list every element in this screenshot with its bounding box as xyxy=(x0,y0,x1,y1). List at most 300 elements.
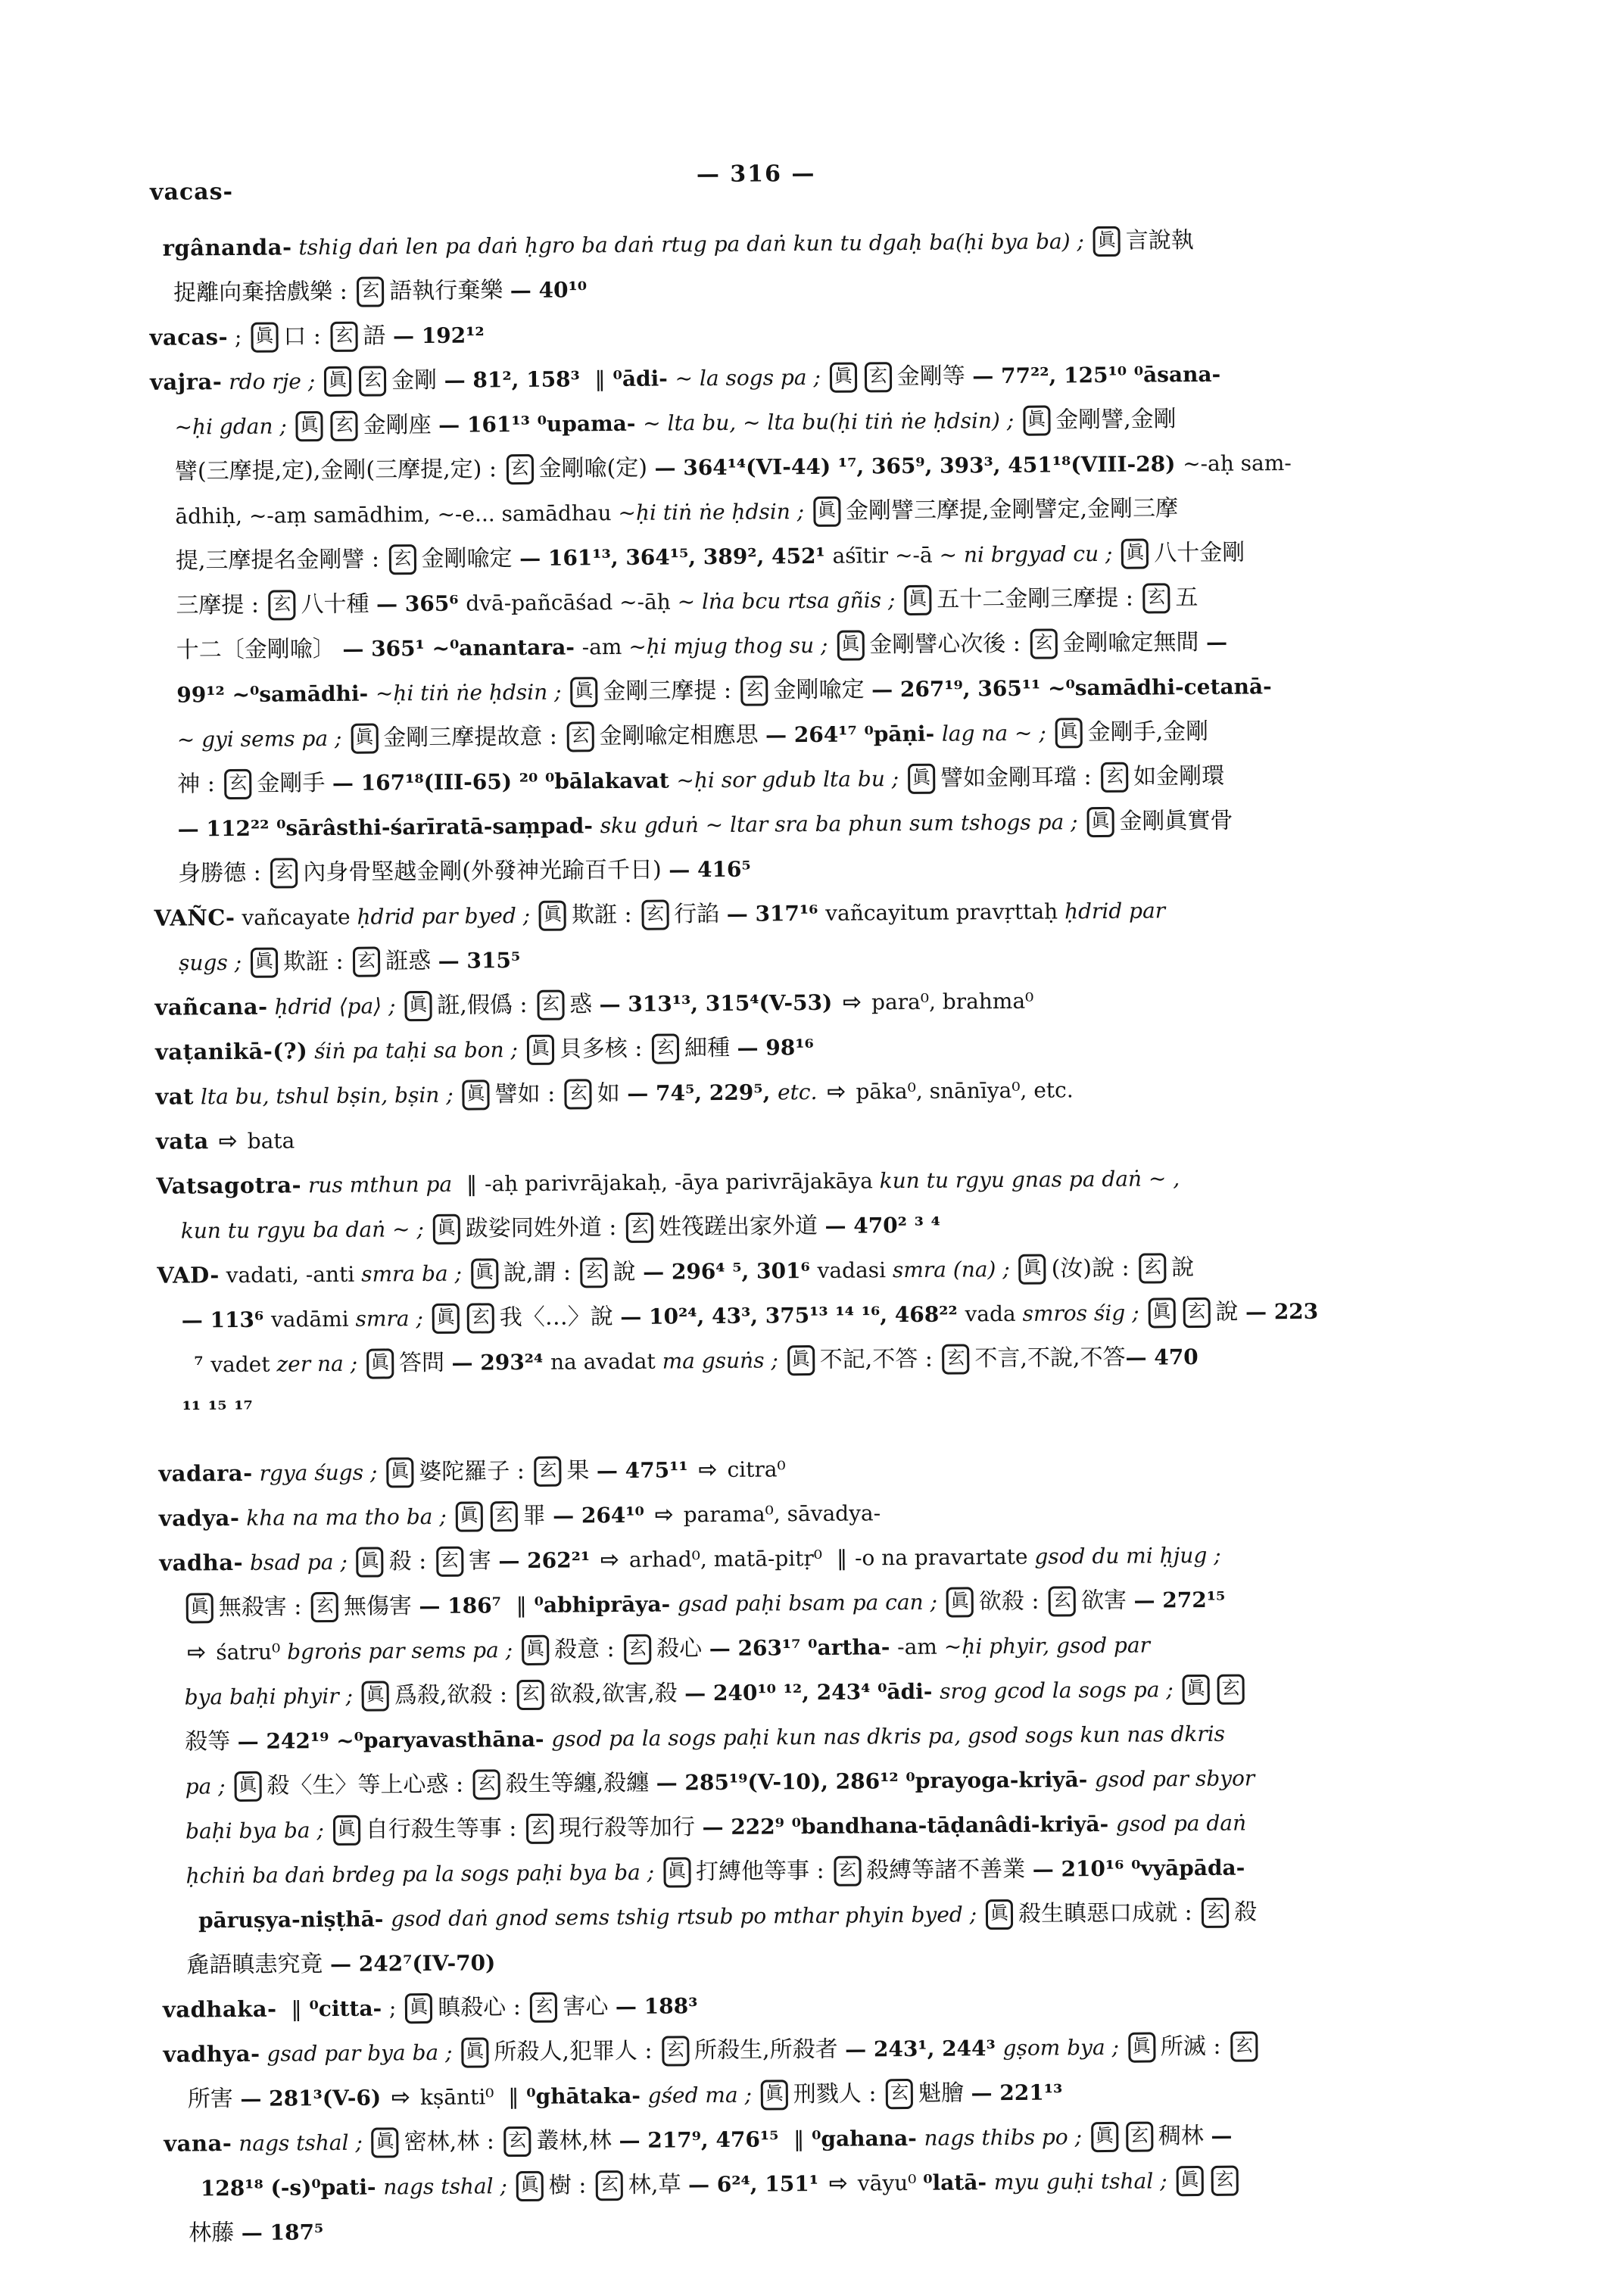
tibetan-equivalent: ma gsuṅs ; xyxy=(662,1347,785,1374)
chinese-translation: 八十種 xyxy=(301,590,377,618)
marker-zhen-paramartha: 眞 xyxy=(570,677,597,707)
tibetan-equivalent: ~ lta bu, ~ lta bu(ḥi tiṅ ṅe ḥdsin) ; xyxy=(643,407,1021,436)
chinese-translation: 殺 xyxy=(1234,1899,1258,1926)
sub-lemma: ⁰bandhana-tāḍanâdi-kriyā- xyxy=(791,1811,1117,1840)
tibetan-equivalent: ~ ni brgyad cu ; xyxy=(939,541,1120,568)
page-reference: — 475¹¹ xyxy=(596,1457,696,1484)
chinese-translation: 誑,假僞 : xyxy=(437,991,535,1019)
marker-zhen-paramartha: 眞 xyxy=(837,630,864,660)
sanskrit-form: dvā-pañcāśad ~-āḥ xyxy=(466,589,678,616)
marker-xuan-xuanzang: 玄 xyxy=(1101,762,1128,793)
page-reference: — 6²⁴, 151¹ xyxy=(687,2170,826,2198)
running-head xyxy=(0,154,1616,206)
marker-zhen-paramartha: 眞 xyxy=(296,411,323,441)
page-reference: — 281³(V-6) xyxy=(240,2085,389,2111)
tibetan-equivalent: nags tshal ; xyxy=(383,2173,514,2200)
sanskrit-form: -aḥ parivrājakaḥ, -āya parivrājakāya xyxy=(484,1168,880,1197)
headword-guide: vacas- xyxy=(149,178,234,206)
marker-xuan-xuanzang: 玄 xyxy=(662,2036,689,2066)
sub-lemma: ⁰gahana- xyxy=(812,2125,924,2152)
page-reference: — 217⁹, 476¹⁵ xyxy=(619,2126,787,2154)
sanskrit-form: bata xyxy=(240,1128,295,1154)
chinese-translation: 所殺人,犯罪人 : xyxy=(494,2037,660,2066)
tibetan-equivalent: ḥdrid par xyxy=(1064,898,1166,924)
chinese-translation: 姓筏蹉出家外道 xyxy=(658,1212,825,1241)
chinese-translation: 行諂 xyxy=(674,900,727,928)
chinese-translation: 金剛三摩提故意 : xyxy=(383,723,565,752)
marker-xuan-xuanzang: 玄 xyxy=(624,1634,651,1665)
sanskrit-form: na avadat xyxy=(550,1348,662,1375)
headword: vadhaka- xyxy=(162,1995,277,2023)
tibetan-equivalent: ḥchiṅ ba daṅ brdeg pa la sogs paḥi bya ba ; xyxy=(185,1859,662,1889)
chinese-translation: 金剛等 xyxy=(896,363,973,391)
headword: vadya- xyxy=(158,1504,240,1531)
page-reference: — 10²⁴, 43³, 375¹³ ¹⁴ ¹⁶, 468²² xyxy=(620,1301,965,1329)
chinese-translation: 說,謂 : xyxy=(503,1259,578,1287)
page-reference: — 210¹⁶ xyxy=(1032,1855,1132,1882)
marker-xuan-xuanzang: 玄 xyxy=(311,1592,338,1622)
chinese-translation: 無殺害 : xyxy=(218,1594,310,1622)
headword: rgânanda- xyxy=(162,234,292,261)
headword: vata xyxy=(155,1128,209,1154)
sub-lemma: pāruṣya-niṣṭhā- xyxy=(198,1906,391,1933)
chinese-translation: 稠林 xyxy=(1158,2122,1211,2150)
marker-zhen-paramartha: 眞 xyxy=(404,991,432,1021)
tibetan-equivalent: ~ḥi sor gdub lta bu ; xyxy=(676,766,906,793)
tibetan-equivalent: gsod pa daṅ xyxy=(1115,1810,1247,1837)
headword: vañcana- xyxy=(154,993,268,1020)
sub-lemma: ~⁰samādhi-cetanā- xyxy=(1047,674,1272,701)
page-reference: ¹¹ ¹⁵ ¹⁷ xyxy=(182,1396,253,1422)
page-reference: — 40¹⁰ xyxy=(510,277,588,304)
headword: VAÑC- xyxy=(154,904,235,931)
marker-zhen-paramartha: 眞 xyxy=(1148,1298,1175,1328)
marker-xuan-xuanzang: 玄 xyxy=(942,1344,969,1374)
sanskrit-form: vadasi xyxy=(817,1257,893,1283)
marker-xuan-xuanzang: 玄 xyxy=(580,1257,607,1288)
marker-xuan-xuanzang: 玄 xyxy=(270,858,298,888)
chinese-translation: 欲殺,欲害,殺 xyxy=(549,1680,685,1708)
marker-xuan-xuanzang: 玄 xyxy=(834,1856,861,1886)
marker-zhen-paramartha: 眞 xyxy=(386,1457,413,1488)
marker-xuan-xuanzang: 玄 xyxy=(503,2126,531,2157)
section-divider: ‖ xyxy=(793,2126,805,2152)
chinese-translation: 說 xyxy=(1171,1254,1195,1282)
chinese-translation: 神 : xyxy=(177,771,223,798)
headword: vaṭanikā-(?) xyxy=(154,1038,308,1065)
page-reference: — 222⁹ xyxy=(702,1814,792,1840)
sanskrit-form: aśītir ~-ā xyxy=(832,542,940,569)
marker-zhen-paramartha: 眞 xyxy=(405,1993,432,2024)
sanskrit-form: arhad⁰, matā-pitṛ⁰ xyxy=(622,1545,830,1572)
chinese-translation: 譬如金剛耳璫 : xyxy=(940,764,1099,792)
chinese-translation: 殺生等纏,殺纏 xyxy=(505,1769,656,1798)
chinese-translation: 金剛手 xyxy=(257,769,333,797)
marker-xuan-xuanzang: 玄 xyxy=(1030,628,1057,659)
sub-lemma: ⁰prayoga-kriyā- xyxy=(906,1767,1096,1794)
tibetan-equivalent: ~ḥi tiṅ ṅe ḥdsin ; xyxy=(375,679,569,706)
tibetan-equivalent: śiṅ pa taḥi sa bon ; xyxy=(307,1036,525,1064)
page-reference: — 296⁴ ⁵, 301⁶ xyxy=(643,1257,818,1285)
marker-zhen-paramartha: 眞 xyxy=(830,363,857,393)
marker-zhen-paramartha: 眞 xyxy=(324,366,351,397)
headword: Vatsagotra- xyxy=(156,1172,302,1199)
chinese-translation: 所滅 : xyxy=(1160,2033,1229,2061)
section-divider: ‖ xyxy=(594,366,606,392)
tibetan-equivalent: smros śig ; xyxy=(1022,1300,1146,1326)
marker-zhen-paramartha: 眞 xyxy=(1176,2166,1203,2196)
chinese-translation: 無傷害 xyxy=(343,1593,419,1620)
page-reference: — 74⁵, 229⁵, xyxy=(627,1080,778,1106)
chinese-translation: 殺生瞋惡口成就 : xyxy=(1018,1899,1200,1927)
tibetan-equivalent: srog gcod la sogs pa ; xyxy=(940,1677,1180,1704)
page-reference: — 470 xyxy=(1125,1344,1199,1370)
sanskrit-form: vadati, -anti xyxy=(219,1261,362,1288)
chinese-translation: 五十二金剛三摩提 : xyxy=(937,584,1141,613)
marker-xuan-xuanzang: 玄 xyxy=(1202,1898,1229,1928)
sub-lemma: ~⁰samādhi- xyxy=(232,681,376,707)
page-reference: — 364¹⁴(VI-44) ¹⁷, 365⁹, 393³, 451¹⁸(VIII-28) xyxy=(654,451,1183,481)
marker-zhen-paramartha: 眞 xyxy=(663,1857,690,1887)
page-reference: — 242⁷(IV-70) xyxy=(329,1950,496,1977)
marker-zhen-paramartha: 眞 xyxy=(522,1635,549,1665)
tibetan-equivalent: zer na ; xyxy=(276,1351,365,1377)
page-reference: — 112²² xyxy=(177,815,277,842)
headword: vacas- xyxy=(149,324,229,350)
chinese-translation: 欲害 xyxy=(1080,1587,1134,1615)
marker-zhen-paramartha: 眞 xyxy=(471,1258,498,1288)
sanskrit-form: śatru⁰ xyxy=(209,1639,288,1665)
sanskrit-form: vāyu⁰ xyxy=(850,2170,924,2196)
marker-zhen-paramartha: 眞 xyxy=(1121,538,1149,569)
chinese-translation: 金剛譬心次後 : xyxy=(869,630,1028,659)
marker-zhen-paramartha: 眞 xyxy=(527,1035,554,1065)
chinese-translation: 語執行棄樂 xyxy=(389,277,510,305)
marker-xuan-xuanzang: 玄 xyxy=(331,411,358,441)
tibetan-equivalent: gsod daṅ gnod sems tshig rtsub po mthar phyin byed ; xyxy=(391,1902,984,1932)
chinese-translation: 林,草 xyxy=(628,2171,689,2198)
page-reference: 99¹² xyxy=(176,681,232,708)
page-reference: — 263¹⁷ xyxy=(709,1635,809,1662)
marker-xuan-xuanzang: 玄 xyxy=(1142,583,1170,613)
sanskrit-form: vañcayate xyxy=(235,904,357,930)
page-reference: — 81², 158³ xyxy=(444,366,588,393)
sub-lemma: ⁰upama- xyxy=(537,410,644,437)
marker-xuan-xuanzang: 玄 xyxy=(472,1769,500,1799)
sanskrit-form: -am xyxy=(581,634,629,660)
page-reference: — xyxy=(1211,2123,1233,2148)
chinese-translation: 金剛喩定相應思 xyxy=(599,721,766,750)
chinese-translation: 金剛喩定 xyxy=(421,545,520,573)
chinese-translation: 誑惑 xyxy=(385,947,438,975)
marker-xuan-xuanzang: 玄 xyxy=(565,1079,592,1109)
marker-xuan-xuanzang: 玄 xyxy=(1230,2031,1258,2061)
marker-xuan-xuanzang: 玄 xyxy=(537,990,564,1020)
page-reference: — 98¹⁶ xyxy=(737,1034,814,1061)
section-divider: ‖ xyxy=(291,1996,302,2022)
chinese-translation: 說 xyxy=(613,1258,644,1286)
chinese-translation: 細種 xyxy=(684,1034,737,1062)
marker-xuan-xuanzang: 玄 xyxy=(388,544,416,575)
chinese-translation: 金剛喩定無間 xyxy=(1062,628,1207,657)
page-reference: — 242¹⁹ xyxy=(237,1728,337,1754)
sanskrit-form: ~-aḥ sam- xyxy=(1183,450,1292,477)
page-reference: — 113⁶ xyxy=(181,1307,272,1333)
marker-zhen-paramartha: 眞 xyxy=(357,1547,384,1577)
chinese-translation: 語 xyxy=(363,322,394,350)
tibetan-equivalent: pa ; xyxy=(185,1774,232,1799)
tibetan-equivalent: nags thibs po ; xyxy=(924,2124,1089,2151)
chinese-translation: 說 xyxy=(1215,1298,1246,1326)
sub-lemma: ⁰ādi- xyxy=(877,1678,940,1705)
page-reference: 128¹⁸ xyxy=(200,2175,271,2201)
marker-zhen-paramartha: 眞 xyxy=(1091,2122,1118,2152)
tibetan-equivalent: rus mthun pa xyxy=(301,1171,460,1198)
page-number: — 316 — xyxy=(696,160,816,188)
page-reference: — 240¹⁰ ¹², 243⁴ xyxy=(684,1679,878,1706)
tibetan-equivalent: gśed ma ; xyxy=(647,2082,759,2108)
marker-zhen-paramartha: 眞 xyxy=(251,322,278,353)
chinese-translation: 林藤 xyxy=(189,2219,242,2247)
chinese-translation: 身勝德 : xyxy=(178,859,269,887)
sanskrit-form: ādhiḥ, ~-aṃ samādhim, ~-e... samādhau xyxy=(175,500,619,529)
chinese-translation: 果 xyxy=(566,1457,597,1485)
marker-zhen-paramartha: 眞 xyxy=(455,1501,482,1531)
marker-zhen-paramartha: 眞 xyxy=(516,2171,544,2201)
marker-xuan-xuanzang: 玄 xyxy=(534,1456,561,1487)
sanskrit-form: vañcayitum pravṛttaḥ xyxy=(825,899,1065,926)
chinese-translation: 刑戮人 : xyxy=(793,2080,884,2108)
page-reference: — 264¹⁰ xyxy=(553,1502,652,1528)
marker-xuan-xuanzang: 玄 xyxy=(436,1547,463,1577)
cross-reference-arrow-icon: ⇨ xyxy=(827,1078,846,1105)
tibetan-equivalent: tshig daṅ len pa daṅ ḥgro ba daṅ rtug pa daṅ kun tu dgaḥ ba(ḥi bya ba) ; xyxy=(291,229,1091,260)
tibetan-equivalent: ḥdrid ⟨pa⟩ ; xyxy=(267,993,403,1020)
chinese-translation: 三摩提 : xyxy=(176,591,267,619)
chinese-translation: 爲殺,欲殺 : xyxy=(394,1681,515,1709)
cross-reference-arrow-icon: ⇨ xyxy=(828,2170,849,2197)
marker-xuan-xuanzang: 玄 xyxy=(359,366,386,396)
tibetan-equivalent: ~ḥi tiṅ ṅe ḥdsin ; xyxy=(618,498,812,525)
tibetan-equivalent: smra ; xyxy=(355,1305,430,1332)
marker-xuan-xuanzang: 玄 xyxy=(516,1680,544,1710)
chinese-translation: 言說執 xyxy=(1125,227,1194,254)
chinese-translation: 如金剛環 xyxy=(1133,762,1225,790)
tibetan-equivalent: gsod pa la sogs paḥi kun nas dkris pa, gsod sogs kun nas dkris xyxy=(551,1721,1226,1752)
marker-zhen-paramartha: 眞 xyxy=(1128,2032,1155,2062)
marker-zhen-paramartha: 眞 xyxy=(462,1080,489,1110)
sanskrit-form: vadāmi xyxy=(270,1306,356,1332)
tibetan-equivalent: gsod par sbyor xyxy=(1094,1765,1255,1793)
tibetan-equivalent: kun tu rgyu gnas pa daṅ ~ , xyxy=(879,1166,1180,1194)
marker-xuan-xuanzang: 玄 xyxy=(566,721,594,752)
chinese-translation: 所害 xyxy=(187,2085,241,2113)
tibetan-equivalent: gsad par bya ba ; xyxy=(260,2039,460,2067)
page-reference: — 416⁵ xyxy=(669,856,751,883)
page-reference: — 262²¹ xyxy=(498,1547,598,1574)
cross-reference-arrow-icon: ⇨ xyxy=(218,1127,238,1155)
marker-zhen-paramartha: 眞 xyxy=(1055,718,1083,748)
sanskrit-form: pāka⁰, snānīya⁰, etc. xyxy=(849,1077,1074,1104)
sanskrit-form: parama⁰, sāvadya- xyxy=(676,1500,881,1528)
page-reference: ⁷ xyxy=(194,1352,211,1378)
marker-zhen-paramartha: 眞 xyxy=(946,1587,974,1617)
marker-xuan-xuanzang: 玄 xyxy=(268,590,295,620)
marker-zhen-paramartha: 眞 xyxy=(366,1348,394,1379)
chinese-translation: 瞋殺心 : xyxy=(438,1993,528,2021)
marker-xuan-xuanzang: 玄 xyxy=(506,454,533,484)
page-reference: — 187⁵ xyxy=(241,2220,324,2245)
tibetan-equivalent: lta bu, tshul bṣin, bṣin ; xyxy=(193,1082,460,1110)
chinese-translation: 口 : xyxy=(283,322,329,350)
page-reference: — xyxy=(1205,629,1228,655)
chinese-translation: 密林,林 : xyxy=(404,2128,502,2156)
page-reference: — 221¹³ xyxy=(971,2080,1063,2106)
marker-xuan-xuanzang: 玄 xyxy=(1183,1298,1210,1328)
chinese-translation: 殺縛等諸不善業 xyxy=(866,1855,1033,1884)
chinese-translation: 婆陀羅子 : xyxy=(419,1457,532,1486)
marker-xuan-xuanzang: 玄 xyxy=(1217,1675,1245,1705)
chinese-translation: 答問 xyxy=(398,1349,452,1377)
section-divider: ‖ xyxy=(516,1592,527,1618)
marker-zhen-paramartha: 眞 xyxy=(908,764,935,794)
marker-xuan-xuanzang: 玄 xyxy=(596,2170,623,2201)
marker-zhen-paramartha: 眞 xyxy=(1018,1254,1046,1285)
dictionary-body xyxy=(0,215,1624,2257)
chinese-translation: 不記,不答 : xyxy=(819,1345,940,1373)
chinese-translation: 欺誑 : xyxy=(571,901,640,929)
marker-xuan-xuanzang: 玄 xyxy=(1139,1253,1166,1283)
marker-zhen-paramartha: 眞 xyxy=(539,901,566,931)
chinese-translation: 貝多核 : xyxy=(559,1035,650,1063)
marker-xuan-xuanzang: 玄 xyxy=(330,322,357,352)
chinese-translation: 惑 xyxy=(569,991,600,1018)
marker-zhen-paramartha: 眞 xyxy=(372,2127,399,2157)
chinese-translation: 金剛譬,金剛 xyxy=(1055,406,1177,434)
chinese-translation: 十二〔金剛喩〕 xyxy=(176,635,343,664)
chinese-translation: 麁語瞋恚究竟 xyxy=(186,1951,331,1979)
page-reference: — 161¹³, 364¹⁵, 389², 452¹ xyxy=(519,543,833,572)
marker-xuan-xuanzang: 玄 xyxy=(740,675,768,706)
headword: vajra- xyxy=(149,369,223,395)
chinese-translation: 罪 xyxy=(522,1502,553,1530)
tibetan-equivalent: sku gduṅ ~ ltar sra ba phun sum tshogs pa ; xyxy=(600,809,1085,839)
marker-zhen-paramartha: 眞 xyxy=(1093,226,1121,257)
marker-xuan-xuanzang: 玄 xyxy=(224,769,251,799)
page-reference: — 315⁵ xyxy=(438,948,521,974)
cross-reference-arrow-icon: ⇨ xyxy=(698,1456,718,1484)
page-reference: — 243¹, 244³ xyxy=(845,2036,1003,2062)
tibetan-equivalent: rdo rje ; xyxy=(222,369,323,395)
chinese-translation: 殺心 xyxy=(656,1635,709,1662)
page-reference: — 285¹⁹(V-10), 286¹² xyxy=(656,1768,906,1796)
marker-xuan-xuanzang: 玄 xyxy=(526,1814,553,1844)
chinese-translation: 現行殺等加行 xyxy=(558,1814,703,1842)
page-reference: — 188³ xyxy=(615,1993,698,2020)
sub-lemma: ⁰ghātaka- xyxy=(526,2083,648,2110)
chinese-translation: 殺意 : xyxy=(553,1635,622,1663)
chinese-translation: 譬如 : xyxy=(494,1080,563,1108)
sanskrit-form: -o na pravartate xyxy=(854,1544,1035,1571)
sub-lemma: (-s)⁰pati- xyxy=(270,2174,384,2201)
chinese-translation: 金剛 xyxy=(391,366,444,394)
sanskrit-form: vada xyxy=(965,1301,1023,1327)
sub-lemma: ⁰bālakavat xyxy=(544,768,677,794)
tibetan-equivalent: smra (na) ; xyxy=(892,1256,1017,1283)
marker-zhen-paramartha: 眞 xyxy=(333,1815,360,1846)
section-divider: ‖ xyxy=(466,1171,478,1197)
page-reference: — 470² ³ ⁴ xyxy=(824,1212,941,1238)
chinese-translation: 我〈…〉說 xyxy=(499,1303,621,1332)
marker-xuan-xuanzang: 玄 xyxy=(467,1303,494,1333)
chinese-translation: 叢林,林 xyxy=(536,2127,619,2154)
marker-xuan-xuanzang: 玄 xyxy=(1049,1586,1076,1616)
tibetan-equivalent: nags tshal ; xyxy=(232,2129,369,2157)
chinese-translation: 自行殺生等事 : xyxy=(365,1815,525,1843)
sanskrit-form: citra⁰ xyxy=(720,1456,786,1482)
tibetan-equivalent: gsod du mi ḥjug ; xyxy=(1034,1542,1221,1569)
tibetan-equivalent: smra ba ; xyxy=(361,1260,469,1287)
headword: vadha- xyxy=(159,1549,244,1576)
marker-zhen-paramartha: 眞 xyxy=(433,1214,460,1245)
page-reference: — 223 xyxy=(1245,1298,1319,1325)
chinese-translation: 如 xyxy=(597,1080,628,1108)
chinese-translation: 跋娑同姓外道 : xyxy=(465,1213,625,1242)
marker-xuan-xuanzang: 玄 xyxy=(652,1033,679,1064)
page-reference: — 313¹³, 315⁴(V-53) xyxy=(599,989,840,1017)
page-reference: — 264¹⁷ xyxy=(765,721,865,748)
chinese-translation: 害 xyxy=(468,1547,499,1575)
plain-text xyxy=(277,1997,284,2022)
page-reference: — 293²⁴ xyxy=(451,1349,551,1375)
sub-lemma: ⁰āsana- xyxy=(1133,361,1221,388)
chinese-translation: 金剛眞實骨 xyxy=(1119,807,1233,835)
tibetan-equivalent: bgroṅs par sems pa ; xyxy=(286,1637,520,1665)
sub-lemma: ⁰abhiprāya- xyxy=(534,1591,678,1618)
marker-xuan-xuanzang: 玄 xyxy=(626,1213,653,1243)
page-reference: — 267¹⁹, 365¹¹ xyxy=(871,675,1049,703)
chinese-translation: 殺〈生〉等上心惑 : xyxy=(267,1771,471,1799)
headword: VAD- xyxy=(157,1262,220,1288)
marker-zhen-paramartha: 眞 xyxy=(251,948,278,978)
sub-lemma: ⁰ādi- xyxy=(613,366,675,392)
page-reference: — 192¹² xyxy=(392,322,485,349)
sub-lemma: ⁰latā- xyxy=(923,2170,994,2195)
marker-zhen-paramartha: 眞 xyxy=(761,2080,788,2110)
sub-lemma: ~⁰anantara- xyxy=(432,634,582,661)
chinese-translation: 金剛三摩提 : xyxy=(603,677,739,706)
marker-zhen-paramartha: 眞 xyxy=(1023,405,1050,435)
marker-xuan-xuanzang: 玄 xyxy=(1211,2166,1238,2196)
sanskrit-form: kṣānti⁰ xyxy=(413,2084,501,2111)
page-reference: — 317¹⁶ xyxy=(726,900,826,927)
marker-zhen-paramartha: 眞 xyxy=(787,1345,815,1375)
marker-zhen-paramartha: 眞 xyxy=(1086,807,1114,837)
chinese-translation: 殺等 xyxy=(185,1728,238,1756)
marker-xuan-xuanzang: 玄 xyxy=(357,276,384,307)
marker-xuan-xuanzang: 玄 xyxy=(490,1501,517,1531)
page-reference: — 167¹⁸(III-65) ²⁰ xyxy=(332,768,546,796)
headword: vat xyxy=(155,1083,195,1110)
tibetan-equivalent: ~ la sogs pa ; xyxy=(675,364,828,391)
marker-zhen-paramartha: 眞 xyxy=(234,1771,261,1802)
marker-xuan-xuanzang: 玄 xyxy=(530,1992,557,2023)
sub-lemma: ~⁰paryavasthāna- xyxy=(336,1726,552,1753)
chinese-translation: 八十金剛 xyxy=(1154,539,1245,567)
marker-zhen-paramartha: 眞 xyxy=(813,497,840,527)
sub-lemma: ⁰pāṇi- xyxy=(864,721,943,747)
tibetan-equivalent: ~ḥi phyir, gsod par xyxy=(943,1632,1151,1659)
